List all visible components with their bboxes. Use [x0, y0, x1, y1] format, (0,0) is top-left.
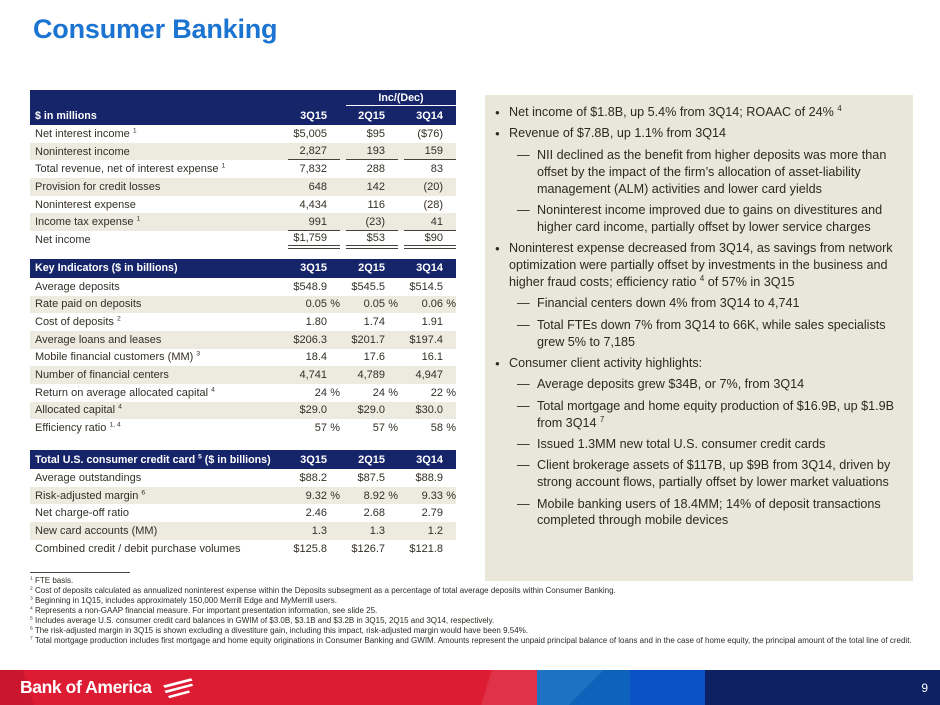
cell — [346, 213, 398, 231]
bullet-text: Total mortgage and home equity production of $16.9B, up $1.9B from 3Q14 $^7$ — [537, 398, 895, 430]
cell — [346, 143, 398, 161]
cell-value: 0.05 — [363, 298, 385, 311]
cell-value: $88.2 — [299, 471, 327, 484]
cell — [346, 384, 398, 402]
cell — [404, 296, 456, 314]
cell-value: 58 — [430, 422, 443, 435]
cell — [404, 487, 456, 505]
footer-red-section — [0, 670, 537, 705]
cell-value: $90 — [424, 231, 443, 244]
cell — [288, 313, 340, 331]
cell — [288, 522, 340, 540]
cell-value: 991 — [308, 215, 327, 228]
cell-value: 9.33 — [421, 489, 443, 502]
table-row — [30, 469, 456, 487]
cell-value: $548.9 — [293, 280, 327, 293]
table-row — [30, 313, 456, 331]
table-header-row — [30, 259, 456, 278]
cell-value: 9.32 — [305, 489, 327, 502]
cell-value: 2.46 — [305, 507, 327, 520]
cell-value: 2.79 — [421, 507, 443, 520]
highlights-panel — [485, 95, 913, 581]
cell — [288, 469, 340, 487]
cell-value: 2,827 — [299, 145, 327, 158]
cell — [404, 143, 456, 161]
row-label: Return on average allocated capital $^4$ — [35, 386, 215, 399]
cell — [346, 504, 398, 522]
column-header-label: 3Q14 — [416, 109, 443, 122]
row-label: Net income — [35, 233, 91, 246]
cell-value: 18.4 — [305, 351, 327, 364]
cell — [404, 231, 456, 249]
table-row — [30, 349, 456, 367]
cell-value: (23) — [365, 215, 385, 228]
cell — [288, 213, 340, 231]
sub-bullet-item — [517, 398, 907, 432]
cell-value: 16.1 — [421, 351, 443, 364]
bullet-text: Noninterest income improved due to gains on divestitures and higher card income, partially offset by lower service charges — [537, 202, 883, 234]
cell — [288, 504, 340, 522]
row-label: Efficiency ratio $^{1, 4}$ — [35, 421, 121, 435]
table-header-row — [30, 106, 456, 125]
bullet-text: Net income of $1.8B, up 5.4% from 3Q14; ROAAC of 24% $^4$ — [509, 103, 842, 119]
column-header-label: 3Q14 — [416, 453, 443, 466]
key-indicators-table — [30, 259, 456, 437]
row-label: Net charge-off ratio — [35, 507, 129, 520]
cell-unit: % — [388, 422, 398, 435]
cell-value: 1.74 — [363, 316, 385, 329]
table-row — [30, 366, 456, 384]
cell — [288, 349, 340, 367]
cell-value: 1.3 — [311, 524, 327, 537]
cell-value: 24 — [314, 386, 327, 399]
cell-unit: % — [330, 386, 340, 399]
cell — [346, 540, 398, 558]
cell — [346, 402, 398, 420]
cell — [346, 366, 398, 384]
bullet-text: Consumer client activity highlights: — [509, 355, 703, 370]
cell-value: ($76) — [417, 127, 443, 140]
row-label: Provision for credit losses — [35, 180, 161, 193]
row-label: Income tax expense $^1$ — [35, 215, 141, 229]
cell-value: $5,005 — [293, 127, 327, 140]
table-row — [30, 213, 456, 231]
cell-value: $201.7 — [351, 333, 385, 346]
footnote: $^3$ Beginning in 1Q15, includes approximately 150,000 Merrill Edge and MyMerrill users. — [30, 596, 337, 605]
cell-value: $29.0 — [357, 404, 385, 417]
column-header — [288, 450, 340, 469]
table-row — [30, 278, 456, 296]
cell — [288, 487, 340, 505]
cell-value: 4,947 — [415, 369, 443, 382]
table-row — [30, 331, 456, 349]
bullet-text: Noninterest expense decreased from 3Q14, as savings from network optimization were partially offset by investments in the business and higher fraud costs; efficiency ratio $^4$ of 57% in 3Q15 — [509, 241, 893, 289]
row-label: Average loans and leases — [35, 333, 162, 346]
cell — [346, 487, 398, 505]
cell — [404, 349, 456, 367]
column-header — [288, 259, 340, 278]
cell-value: 57 — [372, 422, 385, 435]
column-header-label: 3Q15 — [300, 453, 327, 466]
logo-wordmark: Bank of America — [20, 677, 152, 697]
table-group-header-row — [30, 90, 456, 106]
cell-value: (28) — [423, 198, 443, 211]
footer-navy-section — [705, 670, 940, 705]
bullet-text: Issued 1.3MM new total U.S. consumer credit cards — [537, 436, 826, 451]
table-row — [30, 522, 456, 540]
cell — [288, 278, 340, 296]
cell — [404, 178, 456, 196]
cell — [346, 160, 398, 178]
bullet-text: Mobile banking users of 18.4MM; 14% of deposit transactions completed through mobile devices — [537, 496, 881, 528]
cell — [404, 366, 456, 384]
cell-unit: % — [446, 386, 456, 399]
cell — [288, 178, 340, 196]
cell-value: 159 — [424, 145, 443, 158]
cell-value: $206.3 — [293, 333, 327, 346]
dash-icon: — — [517, 296, 530, 311]
table-row — [30, 487, 456, 505]
bullet-text: Total FTEs down 7% from 3Q14 to 66K, while sales specialists grew 5% to 7,185 — [537, 317, 886, 349]
cell-value: 41 — [430, 215, 443, 228]
footnote: $^5$ Includes average U.S. consumer credit card balances in GWIM of $3.0B, $3.1B and $3.2B in 3Q15, 2Q15 and 3Q14, respectively. — [30, 616, 495, 625]
cell-value: 288 — [366, 163, 385, 176]
footnotes-section — [30, 572, 935, 646]
bullet-text: Client brokerage assets of $117B, up $9B from 3Q14, driven by strong account flows, partially offset by lower market valuations — [537, 458, 891, 490]
cell — [404, 313, 456, 331]
dash-icon: — — [517, 496, 530, 511]
cell — [288, 160, 340, 178]
cell-value: 8.92 — [363, 489, 385, 502]
table-row — [30, 504, 456, 522]
row-label: New card accounts (MM) — [35, 524, 158, 537]
column-header-label: 2Q15 — [358, 109, 385, 122]
cell-value: 4,434 — [299, 198, 327, 211]
column-header — [404, 259, 456, 278]
cell-value: $545.5 — [351, 280, 385, 293]
cell — [346, 278, 398, 296]
cell — [346, 313, 398, 331]
cell-unit: % — [330, 489, 340, 502]
cell — [288, 196, 340, 214]
cell-value: 1.80 — [305, 316, 327, 329]
cell — [346, 296, 398, 314]
cell — [288, 366, 340, 384]
row-label: Cost of deposits $^2$ — [35, 315, 121, 329]
credit-card-table — [30, 450, 456, 557]
row-label: Allocated capital $^4$ — [35, 403, 122, 417]
column-header — [346, 450, 398, 469]
cell — [404, 213, 456, 231]
cell — [404, 384, 456, 402]
row-label: Average deposits — [35, 280, 120, 293]
table-row — [30, 231, 456, 249]
cell — [288, 419, 340, 437]
column-header-label: 3Q14 — [416, 262, 443, 275]
footnote: $^6$ The risk-adjusted margin in 3Q15 is shown excluding a divestiture gain, including this impact, risk-adjusted margin would have been 9.54%. — [30, 626, 528, 635]
cell — [288, 384, 340, 402]
cell-value: 1.3 — [369, 524, 385, 537]
cell-value: 57 — [314, 422, 327, 435]
footnote: $^7$ Total mortgage production includes first mortgage and home equity originations in Consumer Banking and GWIM. Amounts represent the unpaid principal balance of loans and in the case of home equity, the principal amount of the total line of credit. — [30, 636, 912, 645]
table-row — [30, 125, 456, 143]
cell — [404, 402, 456, 420]
table-header-row — [30, 450, 456, 469]
cell-value: 22 — [430, 386, 443, 399]
row-label: Risk-adjusted margin $^6$ — [35, 488, 146, 502]
cell — [346, 469, 398, 487]
cell — [288, 143, 340, 161]
cell — [404, 469, 456, 487]
bullet-dot-icon: ● — [495, 108, 500, 117]
table-row — [30, 402, 456, 420]
spacer — [288, 90, 340, 106]
bullet-item — [493, 240, 907, 291]
table-title: $ in millions — [35, 109, 97, 122]
cell-value: 83 — [430, 163, 443, 176]
column-header — [288, 106, 340, 125]
table-row — [30, 196, 456, 214]
cell-value: $87.5 — [357, 471, 385, 484]
cell-value: $1,759 — [293, 231, 327, 244]
table-title: Key Indicators ($ in billions) — [35, 262, 178, 275]
row-label: Noninterest income — [35, 145, 130, 158]
cell — [346, 331, 398, 349]
cell-value: $126.7 — [351, 542, 385, 555]
table-row — [30, 178, 456, 196]
cell-value: 142 — [366, 180, 385, 193]
cell-value: $30.0 — [415, 404, 443, 417]
footnote: $^2$ Cost of deposits calculated as annualized noninterest expense within the Deposits subsegment as a percentage of total average deposits within Consumer Banking. — [30, 586, 616, 595]
sub-bullet-item — [517, 147, 907, 198]
cell — [288, 540, 340, 558]
cell — [404, 278, 456, 296]
bullet-text: NII declined as the benefit from higher deposits was more than offset by the impact of the firm’s allocation of asset-liability management (ALM) activities and lower card yields — [537, 147, 887, 196]
sub-bullet-item — [517, 436, 907, 453]
dash-icon: — — [517, 398, 530, 413]
sub-bullet-item — [517, 376, 907, 393]
bullet-text: Average deposits grew $34B, or 7%, from 3Q14 — [537, 377, 805, 392]
cell-value: 1.91 — [421, 316, 443, 329]
column-header-label: 3Q15 — [300, 262, 327, 275]
footer-blue-light-section — [537, 670, 630, 705]
cell — [288, 296, 340, 314]
cell-value: 24 — [372, 386, 385, 399]
cell-value: 4,741 — [299, 369, 327, 382]
cell-unit: % — [388, 298, 398, 311]
cell-unit: % — [446, 298, 456, 311]
cell-value: 116 — [367, 198, 385, 211]
bullet-text: Revenue of $7.8B, up 1.1% from 3Q14 — [509, 126, 727, 141]
dash-icon: — — [517, 317, 530, 332]
column-header — [346, 106, 398, 125]
table-row — [30, 540, 456, 558]
cell-unit: % — [446, 489, 456, 502]
cell — [404, 419, 456, 437]
cell — [346, 231, 398, 249]
cell — [346, 349, 398, 367]
cell — [404, 160, 456, 178]
column-header-label: 2Q15 — [358, 453, 385, 466]
cell — [288, 231, 340, 249]
cell-unit: % — [446, 422, 456, 435]
cell-unit: % — [388, 386, 398, 399]
sub-bullet-item — [517, 496, 907, 530]
bullet-list — [493, 104, 907, 529]
column-header-label: 2Q15 — [358, 262, 385, 275]
cell-value: 2.68 — [363, 507, 385, 520]
cell — [346, 125, 398, 143]
bank-of-america-flag-icon — [158, 677, 194, 699]
dash-icon: — — [517, 458, 530, 473]
cell — [404, 196, 456, 214]
cell-value: $95 — [366, 127, 385, 140]
cell-value: $88.9 — [415, 471, 443, 484]
cell — [288, 402, 340, 420]
column-header — [404, 106, 456, 125]
bullet-item — [493, 104, 907, 121]
cell-value: $197.4 — [409, 333, 443, 346]
table-row — [30, 160, 456, 178]
column-header — [404, 450, 456, 469]
cell-value: 193 — [366, 145, 385, 158]
cell-value: $514.5 — [409, 280, 443, 293]
bullet-dot-icon: ● — [495, 129, 500, 139]
cell-value: 1.2 — [427, 524, 443, 537]
dash-icon: — — [517, 436, 530, 451]
financial-tables — [30, 90, 456, 557]
row-label: Net interest income $^1$ — [35, 127, 137, 140]
cell-value: $53 — [366, 231, 385, 244]
sub-bullet-item — [517, 202, 907, 236]
bullet-dot-icon: ● — [495, 244, 500, 254]
cell-unit: % — [388, 489, 398, 502]
cell-value: (20) — [423, 180, 443, 193]
bank-of-america-logo — [20, 677, 194, 699]
row-label: Number of financial centers — [35, 369, 169, 382]
bullet-item — [493, 355, 907, 372]
column-header — [346, 259, 398, 278]
row-label: Average outstandings — [35, 471, 142, 484]
page-title: Consumer Banking — [33, 14, 278, 44]
row-label: Mobile financial customers (MM) $^3$ — [35, 350, 201, 364]
dash-icon: — — [517, 202, 530, 217]
footnote: $^1$ FTE basis. — [30, 576, 74, 585]
sub-bullet-item — [517, 457, 907, 491]
bullet-text: Financial centers down 4% from 3Q14 to 4,741 — [537, 296, 800, 311]
page-number: 9 — [921, 680, 928, 695]
dash-icon: — — [517, 147, 530, 162]
column-header-label: 3Q15 — [300, 109, 327, 122]
table-row — [30, 419, 456, 437]
bullet-dot-icon: ● — [495, 358, 500, 368]
footnote-separator — [30, 572, 130, 573]
cell — [288, 125, 340, 143]
footnote-list — [30, 576, 935, 646]
cell-unit: % — [330, 422, 340, 435]
table-row — [30, 384, 456, 402]
cell-value: $125.8 — [293, 542, 327, 555]
cell-value: 648 — [308, 180, 327, 193]
footer-bar — [0, 670, 940, 705]
table-row — [30, 296, 456, 314]
cell-value: 0.06 — [421, 298, 443, 311]
cell — [404, 540, 456, 558]
cell — [288, 331, 340, 349]
cell — [346, 419, 398, 437]
bullet-item — [493, 125, 907, 142]
cell — [346, 522, 398, 540]
cell-value: 4,789 — [357, 369, 385, 382]
footer-blue-bright-section — [630, 670, 705, 705]
row-label: Rate paid on deposits — [35, 298, 142, 311]
sub-bullet-item — [517, 317, 907, 351]
cell — [346, 196, 398, 214]
income-statement-table — [30, 90, 456, 249]
inc-dec-group-header: Inc/(Dec) — [346, 90, 456, 106]
table-title: Total U.S. consumer credit card $^5$ ($ in billions) — [35, 452, 271, 466]
row-label: Combined credit / debit purchase volumes — [35, 542, 241, 555]
cell — [346, 178, 398, 196]
table-row — [30, 143, 456, 161]
cell — [404, 331, 456, 349]
cell — [404, 522, 456, 540]
cell — [404, 504, 456, 522]
dash-icon: — — [517, 377, 530, 392]
cell-value: $29.0 — [299, 404, 327, 417]
sub-bullet-item — [517, 295, 907, 312]
cell-value: 7,832 — [299, 163, 327, 176]
row-label: Total revenue, net of interest expense $^1$ — [35, 162, 226, 176]
row-label: Noninterest expense — [35, 198, 136, 211]
footnote: $^4$ Represents a non-GAAP financial measure. For important presentation information, see slide 25. — [30, 606, 378, 615]
cell-value: 0.05 — [305, 298, 327, 311]
cell-value: 17.6 — [363, 351, 385, 364]
cell-value: $121.8 — [409, 542, 443, 555]
cell — [404, 125, 456, 143]
cell-unit: % — [330, 298, 340, 311]
